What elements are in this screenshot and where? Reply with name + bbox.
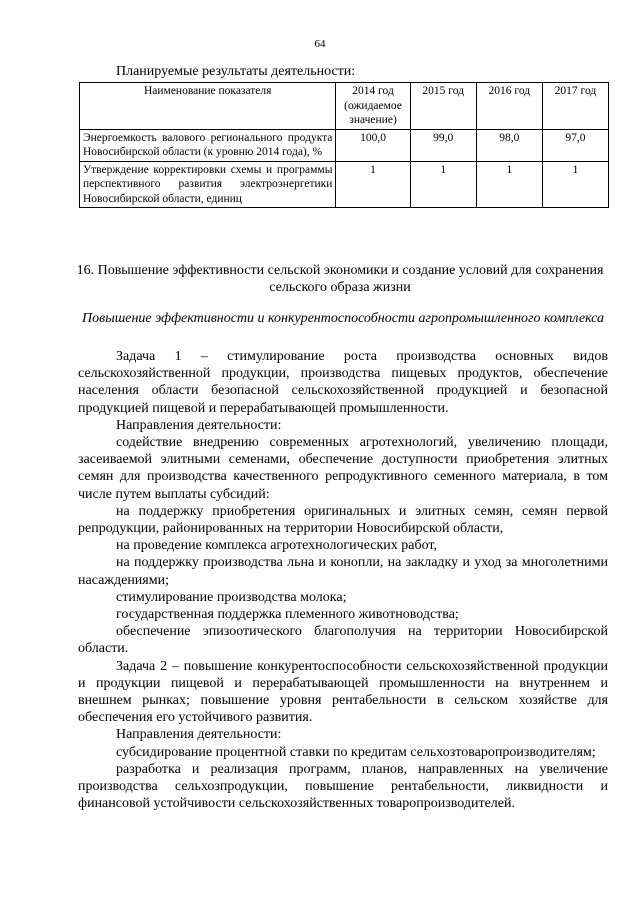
paragraph: стимулирование производства молока;	[116, 589, 347, 605]
paragraph: на поддержку производства льна и конопли, на закладку и уход за многолетними насаждениями;	[78, 555, 608, 588]
results-table	[79, 82, 609, 208]
paragraph: на проведение комплекса агротехнологических работ,	[116, 538, 437, 554]
paragraph-directions-heading: Направления деятельности:	[116, 727, 282, 743]
row-value-2017: 97,0	[542, 129, 608, 161]
paragraph: государственная поддержка племенного животноводства;	[116, 607, 459, 623]
paragraph: содействие внедрению современных агротехнологий, увеличению площади, засеиваемой элитными семенами, обеспечение доступности приобретения элитных семян для производства качественного репродуктивного семенного материала, в том числе путем выплаты субсидий:	[78, 435, 608, 502]
header-indicator-name: Наименование показателя	[80, 83, 336, 130]
row-value-2016: 98,0	[476, 129, 542, 161]
paragraph: субсидирование процентной ставки по кредитам сельхозтоваропроизводителям;	[116, 744, 596, 760]
row-value-2016: 1	[476, 161, 542, 208]
row-indicator-name: Утверждение корректировки схемы и программы перспективного развития электроэнергетики Новосибирской области, единиц	[80, 161, 336, 208]
row-value-2017: 1	[542, 161, 608, 208]
header-2014: 2014 год (ожидаемое значение)	[336, 83, 410, 130]
paragraph-task-2: Задача 2 – повышение конкурентоспособности сельскохозяйственной продукции и продукции пищевой и перерабатывающей промышленности на внутреннем и внешнем рынках; повышение уровня рентабельности в сельском хозяйстве для обеспечения его устойчивого развития.	[78, 658, 608, 726]
table-row	[80, 161, 609, 208]
row-value-2014: 100,0	[336, 129, 410, 161]
section-title: 16. Повышение эффективности сельской экономики и создание условий для сохранения сельского образа жизни	[76, 263, 604, 295]
paragraph-directions-heading: Направления деятельности:	[116, 417, 282, 433]
page-number: 64	[314, 38, 326, 50]
header-2016: 2016 год	[476, 83, 542, 130]
body-text	[78, 348, 608, 812]
paragraph: на поддержку приобретения оригинальных и элитных семян, семян первой репродукции, районированных на территории Новосибирской области,	[78, 503, 608, 537]
section-subtitle: Повышение эффективности и конкурентоспособности агропромышленного комплекса	[82, 311, 604, 326]
header-2017: 2017 год	[542, 83, 608, 130]
table-row	[80, 129, 609, 161]
row-value-2014: 1	[336, 161, 410, 208]
row-value-2015: 1	[410, 161, 476, 208]
paragraph: разработка и реализация программ, планов, направленных на увеличение производства сельхозпродукции, повышение рентабельности, ликвидности и финансовой устойчивости сельскохозяйственных товаропроизводителей.	[78, 761, 608, 812]
table-caption: Планируемые результаты деятельности:	[116, 64, 356, 79]
paragraph: обеспечение эпизоотического благополучия на территории Новосибирской области.	[78, 624, 608, 657]
header-2015: 2015 год	[410, 83, 476, 130]
paragraph-task-1: Задача 1 – стимулирование роста производства основных видов сельскохозяйственной продукции, производства пищевых продуктов, обеспечение населения области безопасной сельскохозяйственной продукцией и безопасной продукцией пищевой и перерабатывающей промышленности.	[78, 349, 608, 416]
row-indicator-name: Энергоемкость валового регионального продукта Новосибирской области (к уровню 2014 года), %	[80, 129, 336, 161]
row-value-2015: 99,0	[410, 129, 476, 161]
table-header-row	[80, 83, 609, 130]
